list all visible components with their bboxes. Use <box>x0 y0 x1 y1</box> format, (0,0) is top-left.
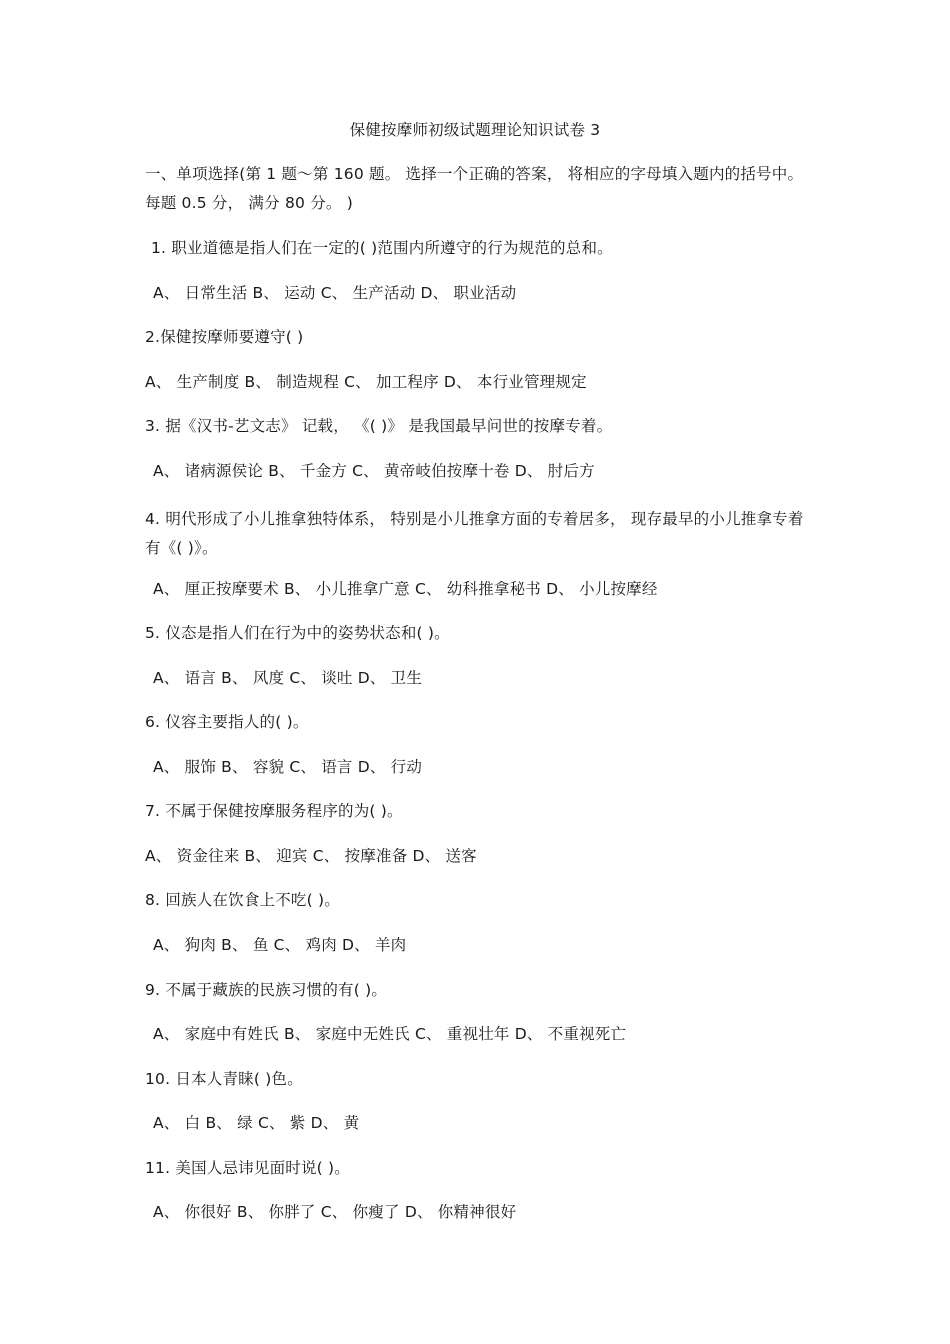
options-5: A、 语言 B、 风度 C、 谈吐 D、 卫生 <box>153 669 423 687</box>
question-8: 8. 回族人在饮食上不吃( )。 <box>145 891 340 909</box>
options-3: A、 诸病源侯论 B、 千金方 C、 黄帝岐伯按摩十卷 D、 肘后方 <box>153 462 595 480</box>
options-2: A、 生产制度 B、 制造规程 C、 加工程序 D、 本行业管理规定 <box>145 373 587 391</box>
options-6: A、 服饰 B、 容貌 C、 语言 D、 行动 <box>153 758 423 776</box>
options-8: A、 狗肉 B、 鱼 C、 鸡肉 D、 羊肉 <box>153 936 407 954</box>
question-9: 9. 不属于藏族的民族习惯的有( )。 <box>145 981 388 999</box>
question-1: 1. 职业道德是指人们在一定的( )范围内所遵守的行为规范的总和。 <box>151 239 613 257</box>
question-4: 4. 明代形成了小儿推拿独特体系， 特别是小儿推拿方面的专着居多， 现存最早的小儿推拿专着有《( )》。 <box>145 510 804 557</box>
question-3: 3. 据《汉书-艺文志》 记载， 《( )》 是我国最早问世的按摩专着。 <box>145 417 613 435</box>
options-7: A、 资金往来 B、 迎宾 C、 按摩准备 D、 送客 <box>145 847 477 865</box>
question-10: 10. 日本人青睐( )色。 <box>145 1070 303 1088</box>
question-2: 2.保健按摩师要遵守( ) <box>145 328 304 346</box>
options-11: A、 你很好 B、 你胖了 C、 你瘦了 D、 你精神很好 <box>153 1203 517 1221</box>
options-1: A、 日常生活 B、 运动 C、 生产活动 D、 职业活动 <box>153 284 517 302</box>
document-title: 保健按摩师初级试题理论知识试卷 3 <box>349 121 601 139</box>
options-10: A、 白 B、 绿 C、 紫 D、 黄 <box>153 1114 360 1132</box>
instructions-paragraph: 一、单项选择(第 1 题～第 160 题。 选择一个正确的答案， 将相应的字母填入题内的括号中。每题 0.5 分， 满分 80 分。 ) <box>145 165 804 212</box>
question-5: 5. 仪态是指人们在行为中的姿势状态和( )。 <box>145 624 450 642</box>
question-6: 6. 仪容主要指人的( )。 <box>145 713 309 731</box>
question-11: 11. 美国人忌讳见面时说( )。 <box>145 1159 350 1177</box>
options-4: A、 厘正按摩要术 B、 小儿推拿广意 C、 幼科推拿秘书 D、 小儿按摩经 <box>153 580 658 598</box>
question-7: 7. 不属于保健按摩服务程序的为( )。 <box>145 802 403 820</box>
options-9: A、 家庭中有姓氏 B、 家庭中无姓氏 C、 重视壮年 D、 不重视死亡 <box>153 1025 627 1043</box>
